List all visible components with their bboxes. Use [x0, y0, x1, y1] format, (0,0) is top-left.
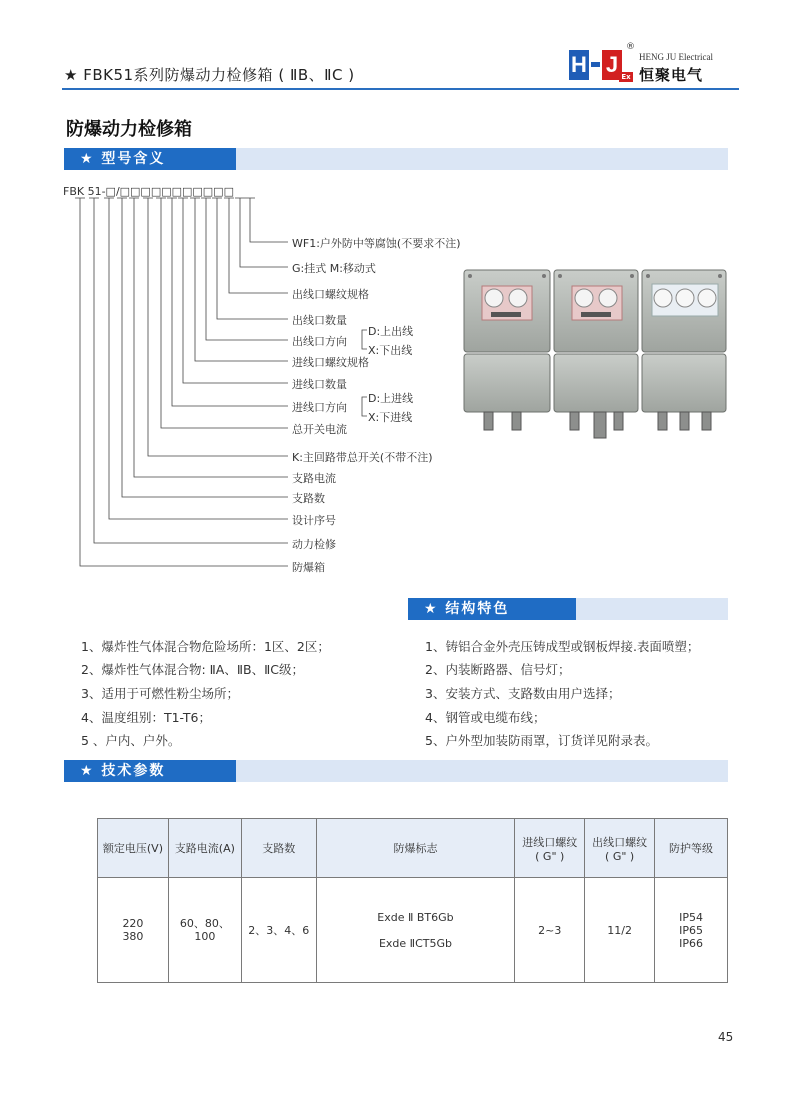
logo-english-name: HENG JU Electrical	[639, 52, 713, 62]
leader-line	[129, 198, 288, 477]
logo-j-mark: J	[602, 50, 622, 80]
section-title-tech: ★ 技术参数	[64, 760, 236, 782]
header-branch-current: 支路电流(A)	[168, 819, 241, 878]
feature-item: 5、户外型加装防雨罩，订货详见附录表。	[425, 733, 658, 748]
cell-inlet-thread: 2~3	[515, 878, 585, 983]
usage-item: 2、爆炸性气体混合物: ⅡA、ⅡB、ⅡC级；	[81, 662, 304, 677]
feature-item: 3、安装方式、支路数由用户选择；	[425, 686, 621, 701]
direction-bracket	[362, 330, 367, 349]
leader-line	[178, 198, 288, 383]
header-voltage: 额定电压(V)	[98, 819, 169, 878]
cell-voltage: 220 380	[98, 878, 169, 983]
model-code-label: 出线口螺纹规格	[292, 288, 369, 301]
leader-line	[201, 198, 288, 340]
cell-branch-current: 60、80、 100	[168, 878, 241, 983]
leader-line	[212, 198, 288, 319]
usage-item: 1、爆炸性气体混合物危险场所：1区、2区；	[81, 639, 330, 654]
model-code-label: K:主回路带总开关(不带不注)	[292, 451, 433, 464]
model-code-label: 出线口方向	[292, 335, 347, 348]
product-photo	[462, 268, 728, 448]
cell-branch-count: 2、3、4、6	[241, 878, 316, 983]
leader-line	[117, 198, 288, 497]
leader-line	[89, 198, 288, 543]
model-code-label: 防爆箱	[292, 561, 325, 574]
logo-registered: ®	[626, 42, 635, 52]
leader-line	[224, 198, 288, 293]
model-code-label: WF1:户外防中等腐蚀(不要求不注)	[292, 237, 461, 250]
direction-out-down: X:下出线	[368, 344, 413, 357]
model-code-label: 设计序号	[292, 514, 336, 527]
header-protection: 防护等级	[655, 819, 728, 878]
model-code-label: 支路电流	[292, 472, 336, 485]
tech-params-table	[97, 818, 728, 983]
table-header-row	[98, 819, 728, 878]
header-outlet-thread: 出线口螺纹 ( G" )	[585, 819, 655, 878]
usage-item: 4、温度组别：T1-T6；	[81, 710, 211, 725]
model-code-label: 出线口数量	[292, 314, 347, 327]
cell-outlet-thread: 11/2	[585, 878, 655, 983]
feature-item: 1、铸铝合金外壳压铸成型或钢板焊接.表面喷塑；	[425, 639, 700, 654]
cell-protection: IP54 IP65 IP66	[655, 878, 728, 983]
leader-line	[156, 198, 288, 428]
header-inlet-thread: 进线口螺纹 ( G" )	[515, 819, 585, 878]
direction-in-down: X:下进线	[368, 411, 413, 424]
page-title: 防爆动力检修箱	[66, 119, 192, 140]
header-rule	[62, 88, 739, 90]
leader-line	[190, 198, 288, 361]
model-code-label: 进线口方向	[292, 401, 347, 414]
direction-in-up: D:上进线	[368, 392, 414, 405]
model-code-label: 支路数	[292, 492, 325, 505]
model-code-label: 进线口螺纹规格	[292, 356, 369, 369]
header-branch-count: 支路数	[241, 819, 316, 878]
table-row	[98, 878, 728, 983]
header-ex-mark: 防爆标志	[316, 819, 515, 878]
header-title: ★ FBK51系列防爆动力检修箱 ( ⅡB、ⅡC )	[64, 66, 355, 84]
feature-item: 4、钢管或电缆布线；	[425, 710, 546, 725]
leader-line	[75, 198, 288, 566]
model-code-label: G:挂式 M:移动式	[292, 262, 376, 275]
section-bar-structure	[408, 598, 728, 620]
cell-ex-mark: Exde Ⅱ BT6Gb Exde ⅡCT5Gb	[316, 878, 515, 983]
company-logo	[569, 44, 739, 84]
leader-line	[245, 198, 288, 242]
logo-dash	[591, 62, 600, 67]
direction-bracket	[362, 397, 367, 416]
page-number: 45	[718, 1030, 734, 1044]
feature-item: 2、内装断路器、信号灯；	[425, 662, 571, 677]
model-code-label: 动力检修	[292, 538, 336, 551]
section-title-model: ★ 型号含义	[64, 148, 236, 170]
direction-out-up: D:上出线	[368, 325, 414, 338]
section-bar-tech	[64, 760, 728, 782]
logo-chinese-name: 恒聚电气	[639, 66, 704, 84]
logo-ex-mark: Ex	[619, 72, 633, 82]
leader-line	[167, 198, 288, 406]
section-bar-model	[64, 148, 728, 170]
model-code-label: 进线口数量	[292, 378, 347, 391]
leader-line	[104, 198, 288, 519]
section-title-structure: ★ 结构特色	[408, 598, 576, 620]
logo-h-mark: H	[569, 50, 589, 80]
usage-item: 3、适用于可燃性粉尘场所；	[81, 686, 239, 701]
model-code: FBK 51-□/□□□□□□□□□□□	[63, 185, 234, 198]
usage-item: 5 、户内、户外。	[81, 733, 181, 748]
model-code-label: 总开关电流	[292, 423, 347, 436]
leader-line	[235, 198, 288, 267]
leader-line	[143, 198, 288, 456]
